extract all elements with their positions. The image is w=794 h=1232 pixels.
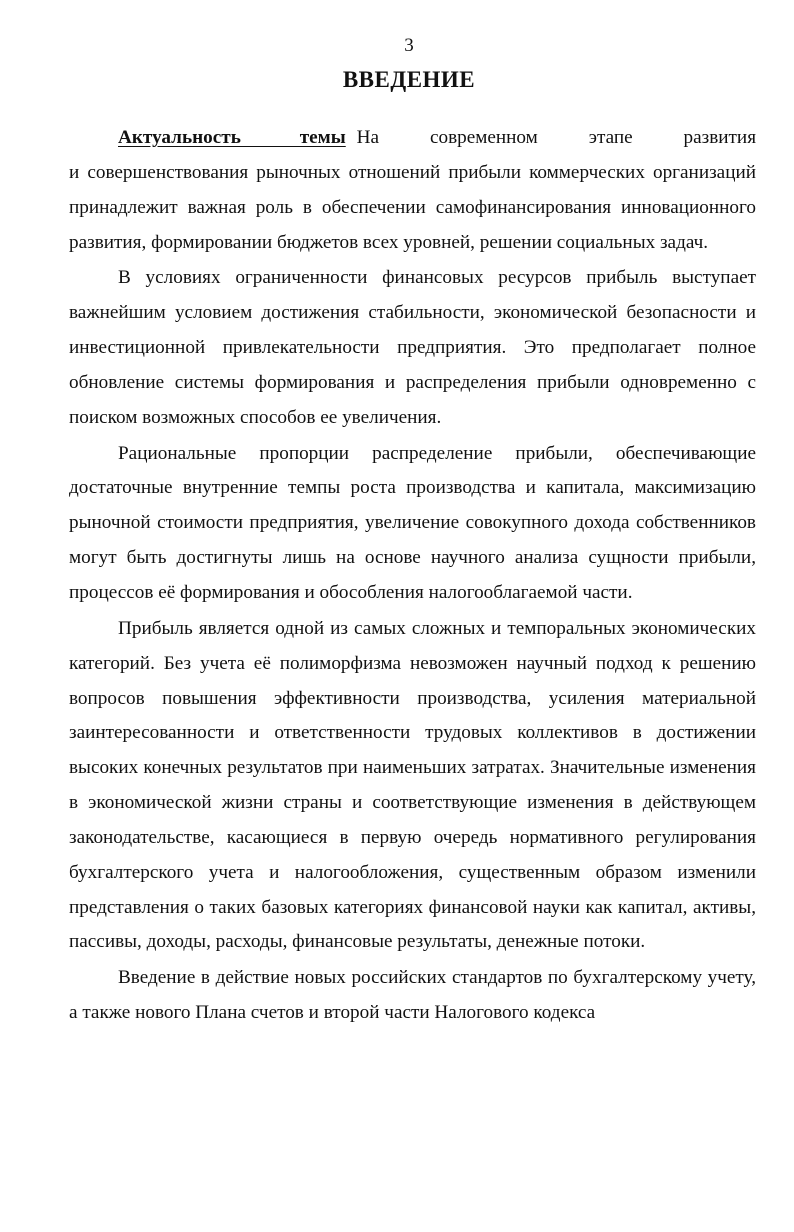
page-title: ВВЕДЕНИЕ — [342, 67, 476, 92]
relevance-text: совершенствования рыночных отношений прибыли коммерческих организаций принадлежит важная роль в обеспечении самофинансирования инновационного развития, формировании бюджетов всех уровней, решении социальных задач. — [69, 161, 756, 253]
relevance-heading: Актуальность темы — [118, 127, 346, 148]
relevance-first-line: На современном этапе развития и — [69, 127, 757, 183]
paragraph-standards: Введение в действие новых российских стандартов по бухгалтерскому учету, а также нового Плана счетов и второй части Налогового кодекса — [69, 967, 756, 1024]
page-number: 3 — [404, 35, 414, 56]
paragraph-rational-proportions: Рациональные пропорции распределение прибыли, обеспечивающие достаточные внутренние темпы роста производства и капитала, максимизацию рыночной стоимости предприятия, увеличение совокупного дохода собственников могут быть достигнуты лишь на основе научного анализа сущности прибыли, процессов её формирования и обособления налогооблагаемой части. — [69, 442, 756, 603]
paragraph-limited-resources: В условиях ограниченности финансовых ресурсов прибыль выступает важнейшим условием достижения стабильности, экономической безопасности и инвестиционной привлекательности предприятия. Это предполагает полное обновление системы формирования и распределения прибыли одновременно с поиском возможных способов ее увеличения. — [69, 267, 756, 428]
paragraph-relevance — [69, 121, 756, 260]
paragraph-profit-category: Прибыль является одной из самых сложных и темпоральных экономических категорий. Без учета её полиморфизма невозможен научный подход к решению вопросов повышения эффективности производства, усиления материальной заинтересованности и ответственности трудовых коллективов в достижении высоких конечных результатов при наименьших затратах. Значительные изменения в экономической жизни страны и соответствующие изменения в действующем законодательстве, касающиеся в первую очередь нормативного регулирования бухгалтерского учета и налогообложения, существенным образом изменили представления о таких базовых категориях финансовой науки как капитал, активы, пассивы, доходы, расходы, финансовые результаты, денежные потоки. — [69, 617, 756, 953]
document-body — [69, 121, 756, 1031]
